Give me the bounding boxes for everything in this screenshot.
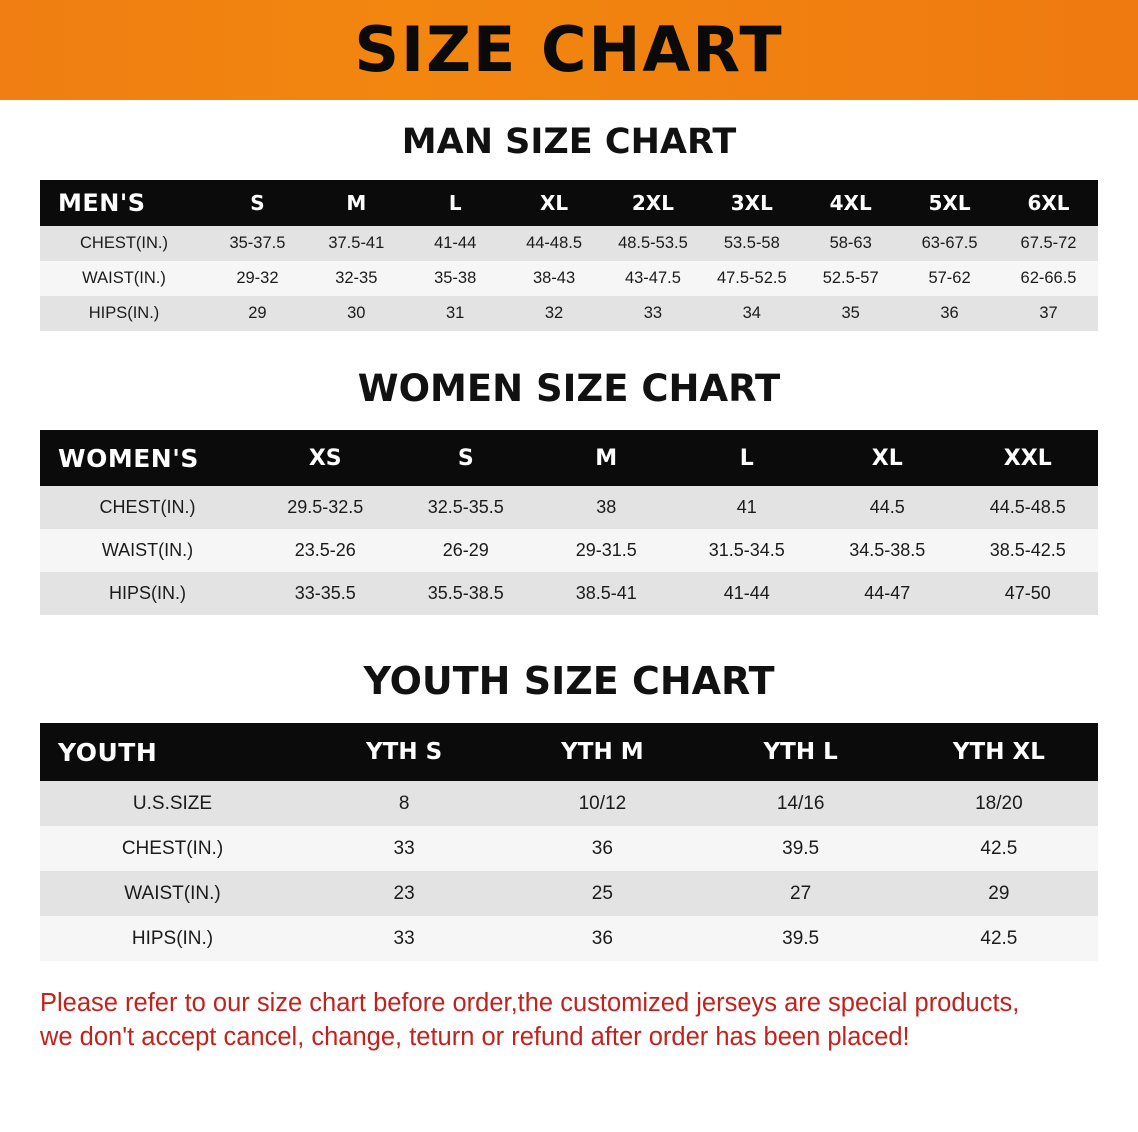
- table-cell: 39.5: [702, 916, 900, 961]
- men-col-header: 3XL: [702, 180, 801, 226]
- row-label: CHEST(IN.): [40, 226, 208, 261]
- men-col-header: 6XL: [999, 180, 1098, 226]
- row-label: WAIST(IN.): [40, 529, 255, 572]
- table-cell: 47-50: [958, 572, 1099, 615]
- table-cell: 63-67.5: [900, 226, 999, 261]
- women-col-header: M: [536, 430, 677, 486]
- youth-col-header: YTH L: [702, 723, 900, 781]
- table-cell: 48.5-53.5: [604, 226, 703, 261]
- women-table-wrap: [0, 430, 1138, 615]
- table-row: [40, 226, 1098, 261]
- table-row: [40, 572, 1098, 615]
- banner-title: SIZE CHART: [354, 13, 784, 86]
- table-cell: 43-47.5: [604, 261, 703, 296]
- youth-section-title: YOUTH SIZE CHART: [363, 659, 775, 703]
- table-cell: 41-44: [406, 226, 505, 261]
- table-cell: 18/20: [900, 781, 1098, 826]
- women-table-head: [40, 430, 1098, 486]
- table-cell: 23.5-26: [255, 529, 396, 572]
- youth-table-body: [40, 781, 1098, 961]
- table-cell: 37: [999, 296, 1098, 331]
- row-label: U.S.SIZE: [40, 781, 305, 826]
- table-cell: 44-47: [817, 572, 958, 615]
- table-cell: 8: [305, 781, 503, 826]
- men-col-header: M: [307, 180, 406, 226]
- table-row: [40, 486, 1098, 529]
- table-cell: 35: [801, 296, 900, 331]
- table-cell: 42.5: [900, 826, 1098, 871]
- table-cell: 36: [900, 296, 999, 331]
- table-cell: 42.5: [900, 916, 1098, 961]
- table-cell: 53.5-58: [702, 226, 801, 261]
- table-header-row: [40, 430, 1098, 486]
- table-row: [40, 826, 1098, 871]
- table-cell: 34.5-38.5: [817, 529, 958, 572]
- men-table-body: [40, 226, 1098, 331]
- table-cell: 29: [900, 871, 1098, 916]
- table-cell: 31: [406, 296, 505, 331]
- table-cell: 34: [702, 296, 801, 331]
- youth-table-head: [40, 723, 1098, 781]
- banner: [0, 0, 1138, 100]
- table-cell: 44.5-48.5: [958, 486, 1099, 529]
- table-cell: 58-63: [801, 226, 900, 261]
- man-section-title: MAN SIZE CHART: [401, 122, 737, 162]
- row-label: WAIST(IN.): [40, 261, 208, 296]
- women-col-header: XXL: [958, 430, 1099, 486]
- row-label: HIPS(IN.): [40, 916, 305, 961]
- table-cell: 33: [305, 826, 503, 871]
- table-header-row: [40, 723, 1098, 781]
- men-size-table: [40, 180, 1098, 331]
- table-header-row: [40, 180, 1098, 226]
- table-cell: 10/12: [503, 781, 701, 826]
- women-section-title: WOMEN SIZE CHART: [357, 367, 781, 410]
- table-cell: 31.5-34.5: [677, 529, 818, 572]
- table-cell: 32: [505, 296, 604, 331]
- table-cell: 26-29: [396, 529, 537, 572]
- table-row: [40, 529, 1098, 572]
- table-row: [40, 781, 1098, 826]
- row-label: WAIST(IN.): [40, 871, 305, 916]
- table-cell: 38.5-41: [536, 572, 677, 615]
- row-label: CHEST(IN.): [40, 486, 255, 529]
- youth-col-header: YTH M: [503, 723, 701, 781]
- table-cell: 35-37.5: [208, 226, 307, 261]
- table-cell: 27: [702, 871, 900, 916]
- table-cell: 29: [208, 296, 307, 331]
- man-table-wrap: [0, 180, 1138, 331]
- table-cell: 57-62: [900, 261, 999, 296]
- men-table-corner: MEN'S: [40, 180, 208, 226]
- youth-table-corner: YOUTH: [40, 723, 305, 781]
- men-col-header: 2XL: [604, 180, 703, 226]
- table-cell: 29-32: [208, 261, 307, 296]
- row-label: HIPS(IN.): [40, 572, 255, 615]
- women-col-header: S: [396, 430, 537, 486]
- men-col-header: 5XL: [900, 180, 999, 226]
- women-table-body: [40, 486, 1098, 615]
- disclaimer-note: [40, 987, 1098, 1054]
- table-row: [40, 296, 1098, 331]
- women-col-header: XL: [817, 430, 958, 486]
- table-cell: 38-43: [505, 261, 604, 296]
- table-cell: 30: [307, 296, 406, 331]
- disclaimer-line-1: Please refer to our size chart before order,the customized jerseys are special products,: [40, 989, 1020, 1017]
- table-cell: 36: [503, 916, 701, 961]
- table-cell: 67.5-72: [999, 226, 1098, 261]
- men-table-head: [40, 180, 1098, 226]
- men-col-header: S: [208, 180, 307, 226]
- table-cell: 35.5-38.5: [396, 572, 537, 615]
- disclaimer-line-2: we don't accept cancel, change, teturn or refund after order has been placed!: [40, 1022, 910, 1051]
- men-col-header: 4XL: [801, 180, 900, 226]
- youth-col-header: YTH XL: [900, 723, 1098, 781]
- table-cell: 32.5-35.5: [396, 486, 537, 529]
- table-cell: 14/16: [702, 781, 900, 826]
- row-label: HIPS(IN.): [40, 296, 208, 331]
- table-cell: 62-66.5: [999, 261, 1098, 296]
- table-cell: 33: [604, 296, 703, 331]
- table-cell: 41: [677, 486, 818, 529]
- table-cell: 29-31.5: [536, 529, 677, 572]
- youth-size-table: [40, 723, 1098, 961]
- men-col-header: XL: [505, 180, 604, 226]
- women-col-header: XS: [255, 430, 396, 486]
- table-cell: 37.5-41: [307, 226, 406, 261]
- table-cell: 47.5-52.5: [702, 261, 801, 296]
- men-col-header: L: [406, 180, 505, 226]
- table-cell: 32-35: [307, 261, 406, 296]
- table-cell: 38.5-42.5: [958, 529, 1099, 572]
- women-col-header: L: [677, 430, 818, 486]
- row-label: CHEST(IN.): [40, 826, 305, 871]
- table-row: [40, 916, 1098, 961]
- table-cell: 41-44: [677, 572, 818, 615]
- table-cell: 44.5: [817, 486, 958, 529]
- youth-table-wrap: [0, 723, 1138, 961]
- table-cell: 38: [536, 486, 677, 529]
- table-row: [40, 261, 1098, 296]
- table-cell: 23: [305, 871, 503, 916]
- table-cell: 25: [503, 871, 701, 916]
- table-row: [40, 871, 1098, 916]
- table-cell: 44-48.5: [505, 226, 604, 261]
- table-cell: 35-38: [406, 261, 505, 296]
- table-cell: 33: [305, 916, 503, 961]
- table-cell: 29.5-32.5: [255, 486, 396, 529]
- table-cell: 36: [503, 826, 701, 871]
- table-cell: 39.5: [702, 826, 900, 871]
- youth-col-header: YTH S: [305, 723, 503, 781]
- table-cell: 33-35.5: [255, 572, 396, 615]
- table-cell: 52.5-57: [801, 261, 900, 296]
- women-size-table: [40, 430, 1098, 615]
- women-table-corner: WOMEN'S: [40, 430, 255, 486]
